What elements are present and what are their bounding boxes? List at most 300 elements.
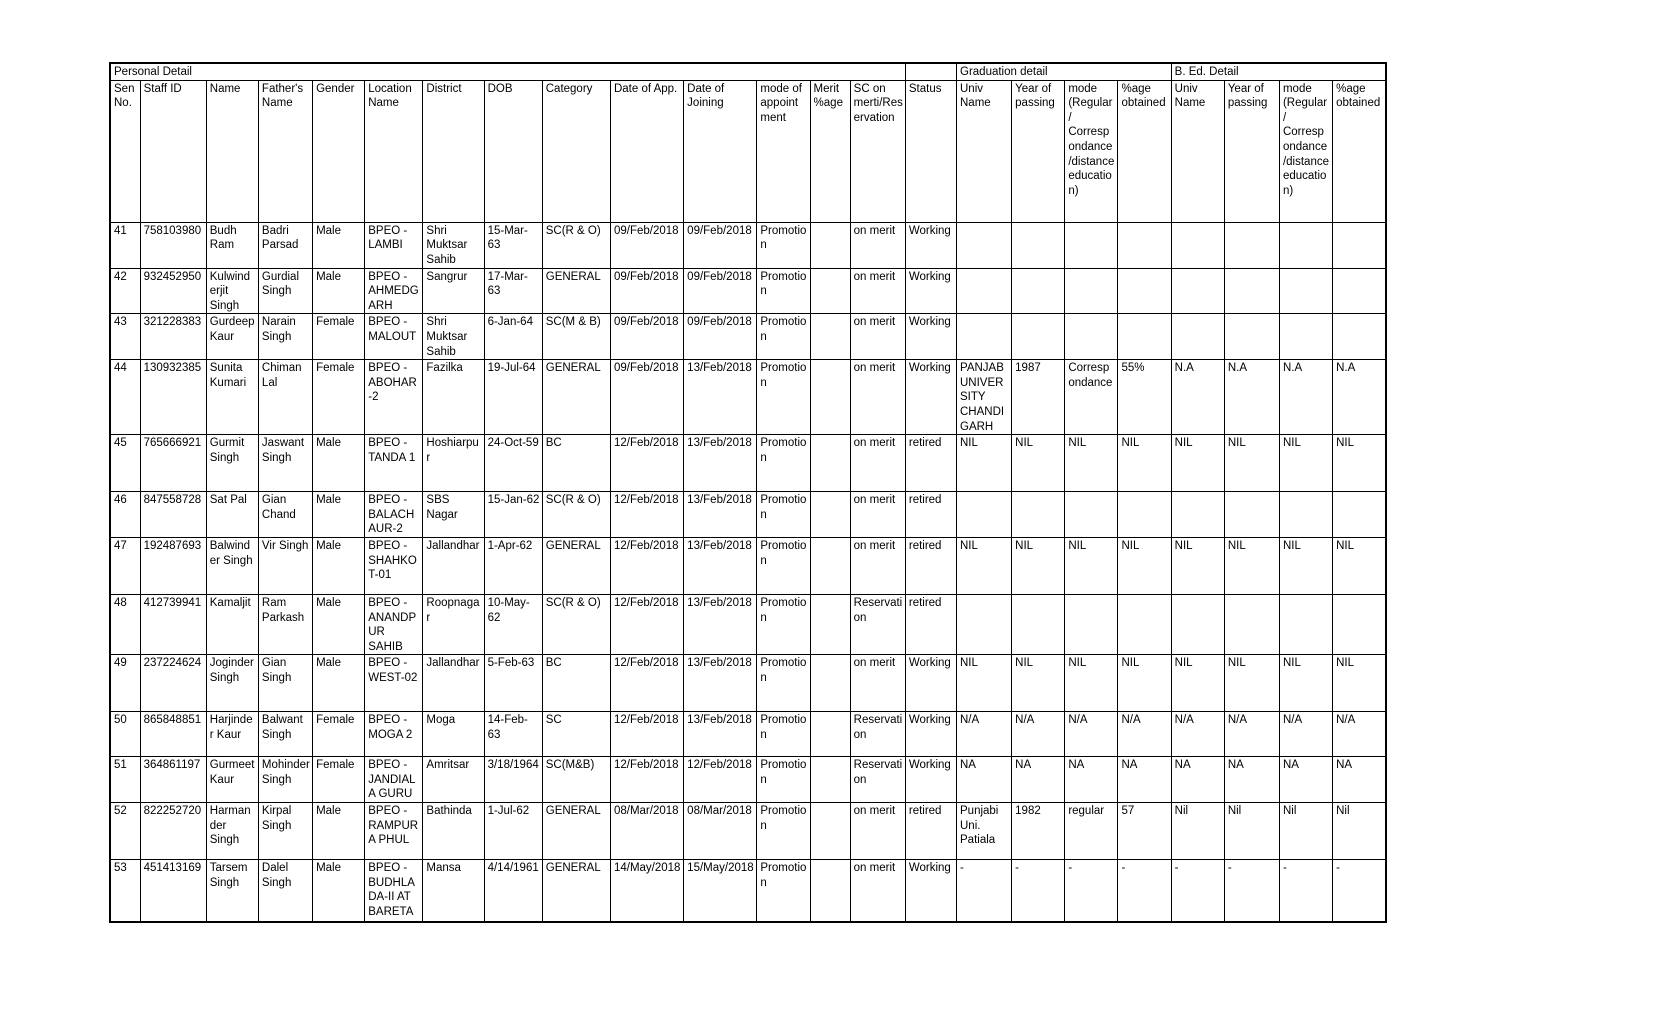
- cell-district[interactable]: Shri Muktsar Sahib: [423, 314, 484, 360]
- cell-sc-on-merit-reservation[interactable]: Reservation: [850, 594, 905, 654]
- cell-bed-year-of-passing[interactable]: [1224, 314, 1279, 360]
- cell-district[interactable]: Bathinda: [423, 803, 484, 860]
- cell-mode-of-appointment[interactable]: Promotion: [757, 712, 810, 757]
- cell-grad-mode[interactable]: NIL: [1065, 655, 1118, 712]
- cell-sen-no[interactable]: 49: [110, 655, 140, 712]
- cell-date-of-joining[interactable]: 09/Feb/2018: [684, 314, 757, 360]
- cell-grad-year-of-passing[interactable]: [1012, 268, 1065, 314]
- cell-bed-year-of-passing[interactable]: NIL: [1224, 537, 1279, 594]
- cell-gender[interactable]: Male: [313, 594, 365, 654]
- cell-category[interactable]: GENERAL: [542, 268, 610, 314]
- cell-bed-percentage-obtained[interactable]: [1333, 222, 1386, 268]
- cell-sen-no[interactable]: 51: [110, 757, 140, 803]
- cell-bed-mode[interactable]: [1279, 492, 1332, 538]
- cell-fathers-name[interactable]: Mohinder Singh: [258, 757, 312, 803]
- cell-bed-univ-name[interactable]: Nil: [1171, 803, 1224, 860]
- cell-bed-mode[interactable]: NIL: [1279, 435, 1332, 492]
- cell-gender[interactable]: Male: [313, 492, 365, 538]
- cell-mode-of-appointment[interactable]: Promotion: [757, 803, 810, 860]
- cell-district[interactable]: Sangrur: [423, 268, 484, 314]
- cell-dob[interactable]: 1-Jul-62: [484, 803, 542, 860]
- cell-merit-percentage[interactable]: [810, 655, 850, 712]
- cell-district[interactable]: Fazilka: [423, 360, 484, 435]
- cell-merit-percentage[interactable]: [810, 268, 850, 314]
- cell-merit-percentage[interactable]: [810, 360, 850, 435]
- cell-fathers-name[interactable]: Gurdial Singh: [258, 268, 312, 314]
- cell-date-of-joining[interactable]: 12/Feb/2018: [684, 757, 757, 803]
- cell-status[interactable]: Working: [905, 757, 956, 803]
- cell-district[interactable]: SBS Nagar: [423, 492, 484, 538]
- cell-date-of-app[interactable]: 12/Feb/2018: [610, 594, 683, 654]
- cell-status[interactable]: retired: [905, 537, 956, 594]
- cell-sc-on-merit-reservation[interactable]: on merit: [850, 314, 905, 360]
- cell-sen-no[interactable]: 46: [110, 492, 140, 538]
- cell-merit-percentage[interactable]: [810, 712, 850, 757]
- table-row[interactable]: [110, 594, 1386, 654]
- cell-grad-mode[interactable]: [1065, 222, 1118, 268]
- cell-grad-percentage-obtained[interactable]: [1118, 268, 1171, 314]
- cell-date-of-joining[interactable]: 09/Feb/2018: [684, 268, 757, 314]
- cell-name[interactable]: Harmander Singh: [206, 803, 258, 860]
- cell-sen-no[interactable]: 42: [110, 268, 140, 314]
- cell-location-name[interactable]: BPEO - JANDIALA GURU: [365, 757, 423, 803]
- cell-bed-univ-name[interactable]: -: [1171, 860, 1224, 923]
- cell-bed-mode[interactable]: [1279, 268, 1332, 314]
- cell-dob[interactable]: 14-Feb-63: [484, 712, 542, 757]
- cell-grad-mode[interactable]: regular: [1065, 803, 1118, 860]
- cell-name[interactable]: Gurdeep Kaur: [206, 314, 258, 360]
- cell-bed-percentage-obtained[interactable]: NIL: [1333, 655, 1386, 712]
- cell-grad-percentage-obtained[interactable]: [1118, 492, 1171, 538]
- cell-sc-on-merit-reservation[interactable]: on merit: [850, 655, 905, 712]
- cell-date-of-app[interactable]: 09/Feb/2018: [610, 268, 683, 314]
- cell-dob[interactable]: 10-May-62: [484, 594, 542, 654]
- cell-grad-percentage-obtained[interactable]: -: [1118, 860, 1171, 923]
- cell-grad-univ-name[interactable]: N/A: [957, 712, 1012, 757]
- cell-grad-univ-name[interactable]: -: [957, 860, 1012, 923]
- cell-grad-percentage-obtained[interactable]: NIL: [1118, 537, 1171, 594]
- cell-fathers-name[interactable]: Dalel Singh: [258, 860, 312, 923]
- cell-merit-percentage[interactable]: [810, 537, 850, 594]
- cell-grad-mode[interactable]: NIL: [1065, 537, 1118, 594]
- cell-bed-year-of-passing[interactable]: [1224, 222, 1279, 268]
- cell-fathers-name[interactable]: Ram Parkash: [258, 594, 312, 654]
- cell-dob[interactable]: 24-Oct-59: [484, 435, 542, 492]
- cell-sc-on-merit-reservation[interactable]: on merit: [850, 222, 905, 268]
- cell-bed-year-of-passing[interactable]: [1224, 268, 1279, 314]
- cell-grad-mode[interactable]: [1065, 314, 1118, 360]
- cell-date-of-joining[interactable]: 13/Feb/2018: [684, 594, 757, 654]
- cell-location-name[interactable]: BPEO - ANANDPUR SAHIB: [365, 594, 423, 654]
- cell-merit-percentage[interactable]: [810, 860, 850, 923]
- cell-bed-percentage-obtained[interactable]: N/A: [1333, 712, 1386, 757]
- cell-mode-of-appointment[interactable]: Promotion: [757, 314, 810, 360]
- cell-date-of-joining[interactable]: 13/Feb/2018: [684, 435, 757, 492]
- cell-district[interactable]: Amritsar: [423, 757, 484, 803]
- cell-grad-mode[interactable]: N/A: [1065, 712, 1118, 757]
- cell-name[interactable]: Gurmeet Kaur: [206, 757, 258, 803]
- cell-name[interactable]: Harjinder Kaur: [206, 712, 258, 757]
- cell-sc-on-merit-reservation[interactable]: on merit: [850, 435, 905, 492]
- cell-district[interactable]: Roopnagar: [423, 594, 484, 654]
- cell-grad-year-of-passing[interactable]: [1012, 314, 1065, 360]
- cell-sen-no[interactable]: 44: [110, 360, 140, 435]
- cell-bed-percentage-obtained[interactable]: NA: [1333, 757, 1386, 803]
- cell-dob[interactable]: 17-Mar-63: [484, 268, 542, 314]
- cell-sen-no[interactable]: 47: [110, 537, 140, 594]
- cell-staff-id[interactable]: 932452950: [140, 268, 206, 314]
- cell-grad-percentage-obtained[interactable]: 57: [1118, 803, 1171, 860]
- cell-fathers-name[interactable]: Jaswant Singh: [258, 435, 312, 492]
- cell-date-of-app[interactable]: 09/Feb/2018: [610, 222, 683, 268]
- cell-bed-mode[interactable]: NA: [1279, 757, 1332, 803]
- cell-dob[interactable]: 5-Feb-63: [484, 655, 542, 712]
- cell-bed-year-of-passing[interactable]: N.A: [1224, 360, 1279, 435]
- cell-bed-percentage-obtained[interactable]: NIL: [1333, 435, 1386, 492]
- cell-merit-percentage[interactable]: [810, 222, 850, 268]
- cell-bed-univ-name[interactable]: [1171, 268, 1224, 314]
- cell-bed-mode[interactable]: Nil: [1279, 803, 1332, 860]
- cell-grad-univ-name[interactable]: NIL: [957, 435, 1012, 492]
- cell-gender[interactable]: Female: [313, 712, 365, 757]
- cell-staff-id[interactable]: 412739941: [140, 594, 206, 654]
- table-row[interactable]: [110, 314, 1386, 360]
- cell-name[interactable]: Joginder Singh: [206, 655, 258, 712]
- cell-staff-id[interactable]: 865848851: [140, 712, 206, 757]
- cell-grad-year-of-passing[interactable]: [1012, 594, 1065, 654]
- cell-grad-year-of-passing[interactable]: [1012, 222, 1065, 268]
- cell-district[interactable]: Shri Muktsar Sahib: [423, 222, 484, 268]
- cell-bed-univ-name[interactable]: N.A: [1171, 360, 1224, 435]
- cell-sen-no[interactable]: 41: [110, 222, 140, 268]
- cell-name[interactable]: Budh Ram: [206, 222, 258, 268]
- cell-bed-year-of-passing[interactable]: N/A: [1224, 712, 1279, 757]
- cell-bed-mode[interactable]: NIL: [1279, 537, 1332, 594]
- cell-staff-id[interactable]: 822252720: [140, 803, 206, 860]
- cell-date-of-joining[interactable]: 13/Feb/2018: [684, 492, 757, 538]
- cell-staff-id[interactable]: 758103980: [140, 222, 206, 268]
- cell-grad-univ-name[interactable]: [957, 492, 1012, 538]
- cell-dob[interactable]: 6-Jan-64: [484, 314, 542, 360]
- cell-gender[interactable]: Male: [313, 803, 365, 860]
- cell-gender[interactable]: Male: [313, 222, 365, 268]
- cell-mode-of-appointment[interactable]: Promotion: [757, 655, 810, 712]
- cell-bed-percentage-obtained[interactable]: -: [1333, 860, 1386, 923]
- cell-bed-percentage-obtained[interactable]: [1333, 594, 1386, 654]
- cell-date-of-joining[interactable]: 13/Feb/2018: [684, 537, 757, 594]
- cell-grad-univ-name[interactable]: NIL: [957, 537, 1012, 594]
- cell-fathers-name[interactable]: Chiman Lal: [258, 360, 312, 435]
- cell-status[interactable]: retired: [905, 435, 956, 492]
- cell-bed-univ-name[interactable]: NIL: [1171, 537, 1224, 594]
- cell-bed-percentage-obtained[interactable]: Nil: [1333, 803, 1386, 860]
- cell-grad-mode[interactable]: [1065, 492, 1118, 538]
- cell-grad-mode[interactable]: NIL: [1065, 435, 1118, 492]
- cell-category[interactable]: SC: [542, 712, 610, 757]
- cell-grad-percentage-obtained[interactable]: N/A: [1118, 712, 1171, 757]
- cell-sc-on-merit-reservation[interactable]: on merit: [850, 360, 905, 435]
- cell-status[interactable]: retired: [905, 594, 956, 654]
- cell-mode-of-appointment[interactable]: Promotion: [757, 594, 810, 654]
- cell-grad-year-of-passing[interactable]: NIL: [1012, 537, 1065, 594]
- cell-bed-mode[interactable]: N.A: [1279, 360, 1332, 435]
- cell-fathers-name[interactable]: Kirpal Singh: [258, 803, 312, 860]
- cell-location-name[interactable]: BPEO - AHMEDGARH: [365, 268, 423, 314]
- cell-grad-univ-name[interactable]: NA: [957, 757, 1012, 803]
- table-row[interactable]: [110, 268, 1386, 314]
- cell-merit-percentage[interactable]: [810, 803, 850, 860]
- cell-district[interactable]: Hoshiarpur: [423, 435, 484, 492]
- cell-location-name[interactable]: BPEO - WEST-02: [365, 655, 423, 712]
- cell-grad-year-of-passing[interactable]: N/A: [1012, 712, 1065, 757]
- cell-bed-univ-name[interactable]: [1171, 222, 1224, 268]
- cell-status[interactable]: Working: [905, 655, 956, 712]
- cell-category[interactable]: SC(M&B): [542, 757, 610, 803]
- cell-name[interactable]: Sunita Kumari: [206, 360, 258, 435]
- cell-bed-year-of-passing[interactable]: Nil: [1224, 803, 1279, 860]
- cell-date-of-app[interactable]: 09/Feb/2018: [610, 314, 683, 360]
- table-row[interactable]: [110, 435, 1386, 492]
- cell-bed-year-of-passing[interactable]: [1224, 594, 1279, 654]
- cell-grad-univ-name[interactable]: Punjabi Uni. Patiala: [957, 803, 1012, 860]
- cell-merit-percentage[interactable]: [810, 314, 850, 360]
- cell-mode-of-appointment[interactable]: Promotion: [757, 268, 810, 314]
- cell-sc-on-merit-reservation[interactable]: on merit: [850, 860, 905, 923]
- cell-staff-id[interactable]: 451413169: [140, 860, 206, 923]
- cell-bed-univ-name[interactable]: NA: [1171, 757, 1224, 803]
- cell-category[interactable]: SC(M & B): [542, 314, 610, 360]
- table-row[interactable]: [110, 803, 1386, 860]
- cell-date-of-app[interactable]: 12/Feb/2018: [610, 655, 683, 712]
- cell-district[interactable]: Jallandhar: [423, 655, 484, 712]
- cell-dob[interactable]: 3/18/1964: [484, 757, 542, 803]
- cell-gender[interactable]: Male: [313, 435, 365, 492]
- cell-grad-year-of-passing[interactable]: 1982: [1012, 803, 1065, 860]
- cell-bed-year-of-passing[interactable]: NIL: [1224, 435, 1279, 492]
- cell-dob[interactable]: 19-Jul-64: [484, 360, 542, 435]
- cell-sc-on-merit-reservation[interactable]: Reservation: [850, 757, 905, 803]
- cell-gender[interactable]: Female: [313, 757, 365, 803]
- cell-status[interactable]: Working: [905, 314, 956, 360]
- cell-fathers-name[interactable]: Badri Parsad: [258, 222, 312, 268]
- cell-mode-of-appointment[interactable]: Promotion: [757, 360, 810, 435]
- cell-bed-year-of-passing[interactable]: -: [1224, 860, 1279, 923]
- cell-fathers-name[interactable]: Gian Chand: [258, 492, 312, 538]
- cell-mode-of-appointment[interactable]: Promotion: [757, 222, 810, 268]
- cell-bed-percentage-obtained[interactable]: [1333, 268, 1386, 314]
- cell-bed-univ-name[interactable]: [1171, 492, 1224, 538]
- cell-name[interactable]: Balwinder Singh: [206, 537, 258, 594]
- cell-status[interactable]: Working: [905, 360, 956, 435]
- cell-district[interactable]: Jallandhar: [423, 537, 484, 594]
- table-row[interactable]: [110, 492, 1386, 538]
- cell-location-name[interactable]: BPEO - ABOHAR-2: [365, 360, 423, 435]
- cell-name[interactable]: Kulwinderjit Singh: [206, 268, 258, 314]
- cell-location-name[interactable]: BPEO - TANDA 1: [365, 435, 423, 492]
- cell-bed-univ-name[interactable]: NIL: [1171, 655, 1224, 712]
- cell-grad-univ-name[interactable]: NIL: [957, 655, 1012, 712]
- cell-date-of-app[interactable]: 12/Feb/2018: [610, 435, 683, 492]
- cell-bed-year-of-passing[interactable]: [1224, 492, 1279, 538]
- cell-sen-no[interactable]: 53: [110, 860, 140, 923]
- cell-mode-of-appointment[interactable]: Promotion: [757, 860, 810, 923]
- cell-merit-percentage[interactable]: [810, 435, 850, 492]
- cell-grad-year-of-passing[interactable]: -: [1012, 860, 1065, 923]
- cell-bed-percentage-obtained[interactable]: [1333, 314, 1386, 360]
- cell-grad-mode[interactable]: [1065, 268, 1118, 314]
- cell-mode-of-appointment[interactable]: Promotion: [757, 537, 810, 594]
- cell-status[interactable]: Working: [905, 222, 956, 268]
- cell-date-of-joining[interactable]: 08/Mar/2018: [684, 803, 757, 860]
- cell-staff-id[interactable]: 192487693: [140, 537, 206, 594]
- cell-grad-percentage-obtained[interactable]: [1118, 594, 1171, 654]
- cell-bed-univ-name[interactable]: [1171, 594, 1224, 654]
- cell-grad-year-of-passing[interactable]: 1987: [1012, 360, 1065, 435]
- cell-name[interactable]: Gurmit Singh: [206, 435, 258, 492]
- cell-dob[interactable]: 15-Mar-63: [484, 222, 542, 268]
- cell-grad-mode[interactable]: [1065, 594, 1118, 654]
- cell-grad-mode[interactable]: -: [1065, 860, 1118, 923]
- table-row[interactable]: [110, 655, 1386, 712]
- cell-grad-univ-name[interactable]: [957, 222, 1012, 268]
- cell-mode-of-appointment[interactable]: Promotion: [757, 435, 810, 492]
- cell-category[interactable]: GENERAL: [542, 537, 610, 594]
- cell-location-name[interactable]: BPEO - BALACHAUR-2: [365, 492, 423, 538]
- cell-gender[interactable]: Female: [313, 314, 365, 360]
- cell-date-of-app[interactable]: 14/May/2018: [610, 860, 683, 923]
- cell-gender[interactable]: Male: [313, 268, 365, 314]
- cell-dob[interactable]: 15-Jan-62: [484, 492, 542, 538]
- cell-category[interactable]: SC(R & O): [542, 594, 610, 654]
- cell-sen-no[interactable]: 43: [110, 314, 140, 360]
- cell-sc-on-merit-reservation[interactable]: on merit: [850, 492, 905, 538]
- cell-category[interactable]: GENERAL: [542, 360, 610, 435]
- cell-category[interactable]: GENERAL: [542, 803, 610, 860]
- cell-location-name[interactable]: BPEO - RAMPURA PHUL: [365, 803, 423, 860]
- table-row[interactable]: [110, 222, 1386, 268]
- cell-bed-univ-name[interactable]: [1171, 314, 1224, 360]
- cell-grad-mode[interactable]: NA: [1065, 757, 1118, 803]
- cell-grad-univ-name[interactable]: PANJAB UNIVERSITY CHANDIGARH: [957, 360, 1012, 435]
- cell-merit-percentage[interactable]: [810, 594, 850, 654]
- cell-date-of-app[interactable]: 12/Feb/2018: [610, 537, 683, 594]
- cell-grad-univ-name[interactable]: [957, 594, 1012, 654]
- cell-bed-mode[interactable]: NIL: [1279, 655, 1332, 712]
- table-row[interactable]: [110, 712, 1386, 757]
- cell-date-of-app[interactable]: 12/Feb/2018: [610, 492, 683, 538]
- cell-category[interactable]: SC(R & O): [542, 492, 610, 538]
- cell-staff-id[interactable]: 765666921: [140, 435, 206, 492]
- cell-sen-no[interactable]: 45: [110, 435, 140, 492]
- cell-status[interactable]: retired: [905, 492, 956, 538]
- cell-gender[interactable]: Male: [313, 860, 365, 923]
- cell-bed-year-of-passing[interactable]: NA: [1224, 757, 1279, 803]
- cell-grad-percentage-obtained[interactable]: [1118, 314, 1171, 360]
- cell-fathers-name[interactable]: Vir Singh: [258, 537, 312, 594]
- cell-sc-on-merit-reservation[interactable]: on merit: [850, 803, 905, 860]
- cell-bed-mode[interactable]: [1279, 314, 1332, 360]
- cell-staff-id[interactable]: 364861197: [140, 757, 206, 803]
- cell-date-of-joining[interactable]: 13/Feb/2018: [684, 360, 757, 435]
- cell-sen-no[interactable]: 52: [110, 803, 140, 860]
- cell-bed-mode[interactable]: [1279, 222, 1332, 268]
- cell-category[interactable]: BC: [542, 435, 610, 492]
- cell-mode-of-appointment[interactable]: Promotion: [757, 757, 810, 803]
- cell-date-of-joining[interactable]: 15/May/2018: [684, 860, 757, 923]
- cell-date-of-app[interactable]: 09/Feb/2018: [610, 360, 683, 435]
- cell-date-of-joining[interactable]: 13/Feb/2018: [684, 655, 757, 712]
- cell-dob[interactable]: 4/14/1961: [484, 860, 542, 923]
- cell-district[interactable]: Mansa: [423, 860, 484, 923]
- cell-dob[interactable]: 1-Apr-62: [484, 537, 542, 594]
- cell-district[interactable]: Moga: [423, 712, 484, 757]
- cell-grad-percentage-obtained[interactable]: NIL: [1118, 435, 1171, 492]
- cell-name[interactable]: Sat Pal: [206, 492, 258, 538]
- cell-bed-year-of-passing[interactable]: NIL: [1224, 655, 1279, 712]
- cell-sen-no[interactable]: 50: [110, 712, 140, 757]
- cell-grad-univ-name[interactable]: [957, 314, 1012, 360]
- cell-name[interactable]: Kamaljit: [206, 594, 258, 654]
- cell-grad-year-of-passing[interactable]: [1012, 492, 1065, 538]
- cell-date-of-app[interactable]: 08/Mar/2018: [610, 803, 683, 860]
- cell-status[interactable]: retired: [905, 803, 956, 860]
- cell-sc-on-merit-reservation[interactable]: Reservation: [850, 712, 905, 757]
- cell-grad-mode[interactable]: Correspondance: [1065, 360, 1118, 435]
- cell-merit-percentage[interactable]: [810, 492, 850, 538]
- table-row[interactable]: [110, 757, 1386, 803]
- cell-location-name[interactable]: BPEO - SHAHKOT-01: [365, 537, 423, 594]
- cell-bed-mode[interactable]: N/A: [1279, 712, 1332, 757]
- cell-location-name[interactable]: BPEO - LAMBI: [365, 222, 423, 268]
- cell-bed-univ-name[interactable]: N/A: [1171, 712, 1224, 757]
- table-row[interactable]: [110, 537, 1386, 594]
- cell-location-name[interactable]: BPEO - MOGA 2: [365, 712, 423, 757]
- cell-date-of-joining[interactable]: 09/Feb/2018: [684, 222, 757, 268]
- cell-status[interactable]: Working: [905, 860, 956, 923]
- cell-fathers-name[interactable]: Balwant Singh: [258, 712, 312, 757]
- cell-bed-percentage-obtained[interactable]: [1333, 492, 1386, 538]
- cell-gender[interactable]: Male: [313, 537, 365, 594]
- cell-date-of-app[interactable]: 12/Feb/2018: [610, 712, 683, 757]
- cell-staff-id[interactable]: 130932385: [140, 360, 206, 435]
- cell-fathers-name[interactable]: Gian Singh: [258, 655, 312, 712]
- table-row[interactable]: [110, 360, 1386, 435]
- cell-bed-percentage-obtained[interactable]: N.A: [1333, 360, 1386, 435]
- cell-gender[interactable]: Female: [313, 360, 365, 435]
- cell-location-name[interactable]: BPEO - BUDHLADA-II AT BARETA: [365, 860, 423, 923]
- cell-grad-percentage-obtained[interactable]: NA: [1118, 757, 1171, 803]
- cell-bed-mode[interactable]: -: [1279, 860, 1332, 923]
- cell-location-name[interactable]: BPEO - MALOUT: [365, 314, 423, 360]
- cell-sc-on-merit-reservation[interactable]: on merit: [850, 537, 905, 594]
- cell-gender[interactable]: Male: [313, 655, 365, 712]
- cell-fathers-name[interactable]: Narain Singh: [258, 314, 312, 360]
- cell-staff-id[interactable]: 321228383: [140, 314, 206, 360]
- cell-grad-year-of-passing[interactable]: NIL: [1012, 655, 1065, 712]
- cell-category[interactable]: GENERAL: [542, 860, 610, 923]
- cell-grad-year-of-passing[interactable]: NA: [1012, 757, 1065, 803]
- cell-grad-percentage-obtained[interactable]: [1118, 222, 1171, 268]
- cell-bed-mode[interactable]: [1279, 594, 1332, 654]
- cell-sc-on-merit-reservation[interactable]: on merit: [850, 268, 905, 314]
- cell-merit-percentage[interactable]: [810, 757, 850, 803]
- cell-bed-univ-name[interactable]: NIL: [1171, 435, 1224, 492]
- cell-grad-year-of-passing[interactable]: NIL: [1012, 435, 1065, 492]
- table-row[interactable]: [110, 860, 1386, 923]
- cell-grad-univ-name[interactable]: [957, 268, 1012, 314]
- cell-bed-percentage-obtained[interactable]: NIL: [1333, 537, 1386, 594]
- cell-name[interactable]: Tarsem Singh: [206, 860, 258, 923]
